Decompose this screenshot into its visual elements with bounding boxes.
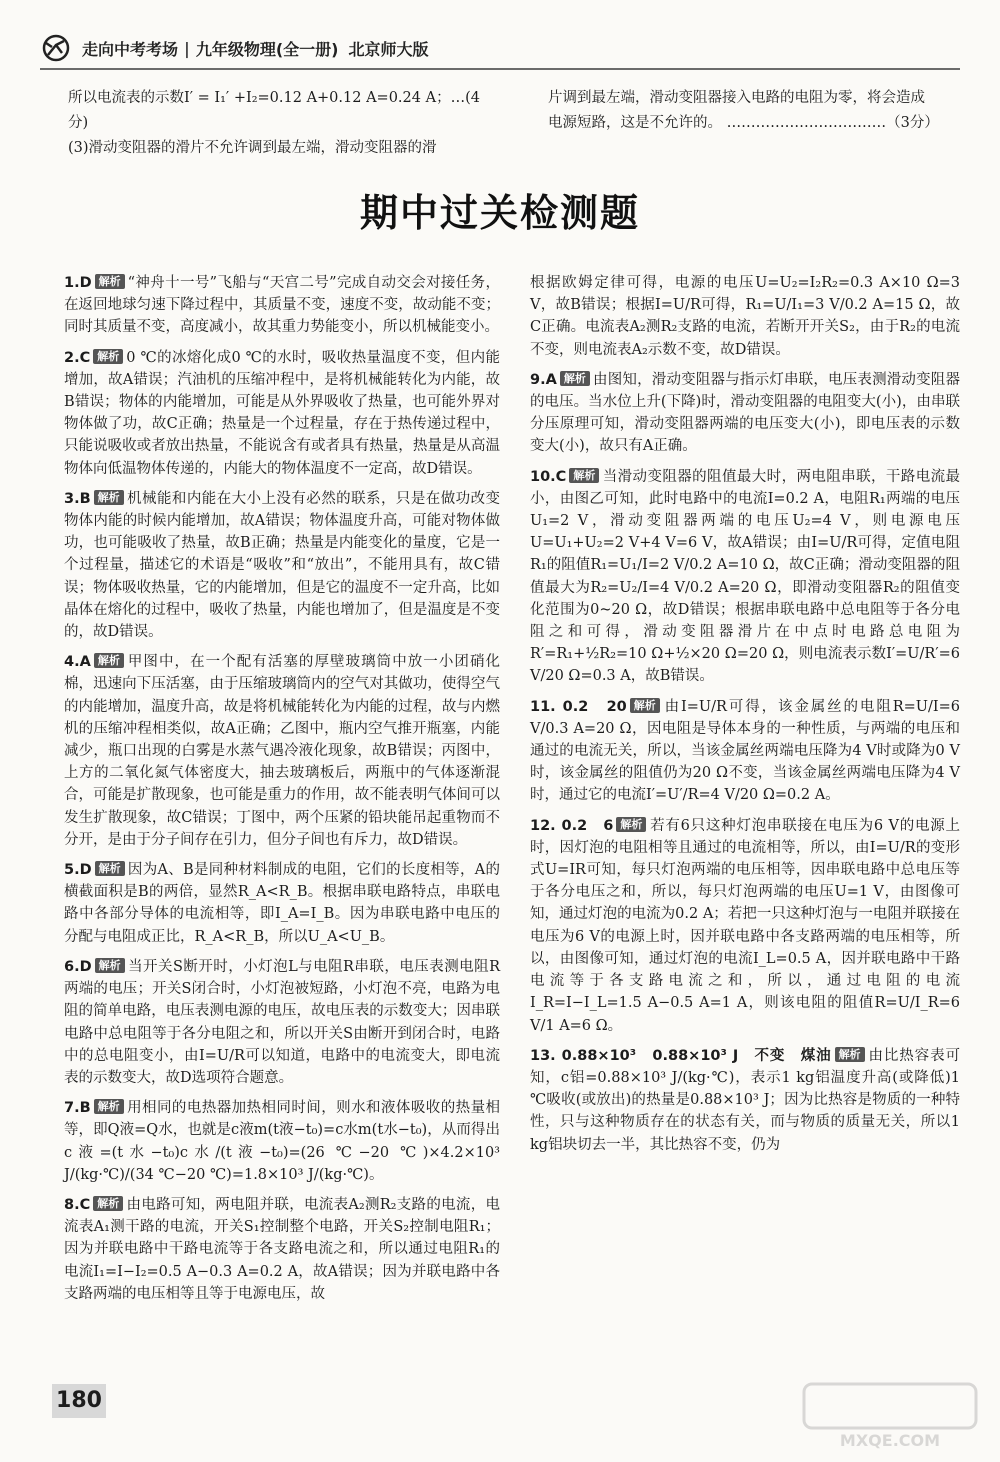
answer-text: 由比热容表可知，c铝=0.88×10³ J/(kg·℃)，表示1 kg铝温度升高(或降低)1 ℃吸收(或放出)的热量是0.88×10³ J；因为比热容是物质的一种特性，只与这种物质存在的状态有关，而与物质的质量无关，所以1 kg铝块切去一半，其比热容不变，仍为: [530, 1047, 960, 1153]
analysis-tag: 解析: [560, 371, 590, 386]
brand-name: 走向中考考场: [82, 39, 179, 59]
answer-item: [64, 1097, 500, 1186]
answer-text: 由I=U/R可得，该金属丝的电阻R=U/I=6 V/0.3 A=20 Ω，因电阻是导体本身的一种性质，与两端的电压和通过的电流无关，所以，当该金属丝两端电压降为4 V时或降为0 V时，该金属丝的阻值仍为20 Ω不变，当该金属丝两端电压降为4 V时，通过它的电流I′=U′/R=4 V/20 Ω=0.2 A。: [530, 698, 960, 804]
analysis-tag: 解析: [835, 1047, 865, 1062]
section-title: 期中过关检测题: [359, 191, 640, 235]
answer-text: 甲图中，在一个配有活塞的厚壁玻璃筒中放一小团硝化棉，迅速向下压活塞，由于压缩玻璃筒内的空气对其做功，使得空气的内能增加，温度升高，故是将机械能转化为内能的过程，故与内燃机的压缩冲程相类似，故A正确；乙图中，瓶内空气推开瓶塞，内能减少，瓶口出现的白雾是水蒸气遇冷液化现象，故B错误；丙图中，上方的二氧化氮气体密度大，抽去玻璃板后，两瓶中的气体逐渐混合，可能是扩散现象，也可能是重力的作用，故不能表明气体间可以发生扩散现象，故C错误；丁图中，两个压紧的铅块能吊起重物而不分开，是由于分子间存在引力，但分子间也有斥力，故D错误。: [64, 654, 500, 848]
answer-text: 由电路可知，两电阻并联，电流表A₂测R₂支路的电流，电流表A₁测干路的电流，开关S₁控制整个电路，开关S₂控制电阻R₁；因为并联电路中干路电流等于各支路电流之和，所以通过电阻R₁的电流I₁=I−I₂=0.5 A−0.3 A=0.2 A，故A错误；因为并联电路中各支路两端的电压相等且等于电源电压，故: [64, 1196, 500, 1302]
analysis-tag: 解析: [94, 653, 124, 668]
answer-number: 9.A: [530, 371, 557, 388]
answer-number: 10.C: [530, 468, 567, 485]
answer-item: [530, 696, 960, 807]
book-edition: 北京师大版: [348, 39, 429, 59]
answer-item: [64, 651, 500, 851]
answer-text: 当滑动变阻器的阻值最大时，两电阻串联，干路电流最小，由图乙可知，此时电路中的电流I=0.2 A，电阻R₁两端的电压U₁=2 V，滑动变阻器两端的电压U₂=4 V，则电源电压U=U₁+U₂=2 V+4 V=6 V，故A错误；由I=U/R可得，定值电阻R₁的阻值R₁=U₁/I=2 V/0.2 A=10 Ω，故C正确；滑动变阻器的阻值最大为R₂=U₂/I=4 V/0.2 A=20 Ω，即滑动变阻器R₂的阻值变化范围为0~20 Ω，故D错误；根据串联电路中总电阻等于各分电阻之和可得，滑动变阻器滑片在中点时电路总电阻为R′=R₁+½R₂=10 Ω+½×20 Ω=20 Ω，则电流表示数I′=U/R′=6 V/20 Ω=0.3 A，故B错误。: [530, 468, 960, 685]
answer-text: 由图知，滑动变阻器与指示灯串联，电压表测滑动变阻器的电压。当水位上升(下降)时，滑动变阻器的电阻变大(小)，由串联分压原理可知，滑动变阻器两端的电压变大(小)，即电压表的示数变大(小)，故只有A正确。: [530, 371, 960, 455]
answer-item: [64, 956, 500, 1089]
previous-answer-left: [68, 86, 500, 161]
answer-item: [530, 466, 960, 688]
answer-number: 3.B: [64, 490, 91, 507]
answer-text: 若有6只这种灯泡串联接在电压为6 V的电源上时，因灯泡的电阻相等且通过的电流相等，所以，由I=U/R的变形式U=IR可知，每只灯泡两端的电压相等，因串联电路中总电压等于各分电压之和，所以，每只灯泡两端的电压U=1 V，由图像可知，通过灯泡的电流为0.2 A；若把一只这种灯泡与一电阻并联接在电压为6 V的电源上时，因并联电路中各支路两端的电压相等，所以，由图像可知，通过灯泡的电流I_L=0.5 A，因并联电路中干路电流等于各支路电流之和，所以，通过电阻的电流I_R=I−I_L=1.5 A−0.5 A=1 A，则该电阻的阻值R=U/I_R=6 V/1 A=6 Ω。: [530, 817, 961, 1034]
text-line: (3)滑动变阻器的滑片不允许调到最左端，滑动变阻器的滑: [68, 140, 437, 156]
text-line: 电源短路，这是不允许的。 ……………………………（3分）: [548, 115, 939, 131]
analysis-tag: 解析: [93, 1196, 123, 1211]
answer-number: 4.A: [64, 654, 91, 671]
answers-right-column: [530, 272, 960, 1164]
answer-item: [530, 369, 960, 458]
answer-text: 根据欧姆定律可得，电源的电压U=U₂=I₂R₂=0.3 A×10 Ω=3 V，故B错误；根据I=U/R可得，R₁=U/I₁=3 V/0.2 A=15 Ω，故C正确。电流表A₂测R₂支路的电流，若断开开关S₂，由于R₂的电流不变，则电流表A₂示数不变，故D错误。: [530, 275, 960, 358]
header-rule: [40, 68, 960, 70]
analysis-tag: 解析: [94, 1099, 124, 1114]
analysis-tag: 解析: [93, 349, 123, 364]
answer-number: 6.D: [64, 958, 92, 975]
text-line: 所以电流表的示数I′ = I₁′ +I₂=0.12 A+0.12 A=0.24 A；…(4分): [68, 90, 480, 131]
answer-item: [64, 1194, 500, 1305]
answers-left-column: [64, 272, 500, 1313]
analysis-tag: 解析: [95, 958, 125, 973]
text-line: 片调到最左端，滑动变阻器接入电路的电阻为零，将会造成: [548, 90, 925, 106]
answer-text: 用相同的电热器加热相同时间，则水和液体吸收的热量相等，即Q液=Q水，也就是c液m(t液−t₀)=c水m(t水−t₀)，从而得出c液=(t水−t₀)c水/(t液−t₀)=(26 ℃−20 ℃)×4.2×10³ J/(kg·℃)/(34 ℃−20 ℃)=1.8×10³ J/(kg·℃)。: [64, 1100, 500, 1183]
answer-text: 因为A、B是同种材料制成的电阻，它们的长度相等，A的横截面积是B的两倍，显然R_A<R_B。根据串联电路特点，串联电路中各部分导体的电流相等，即I_A=I_B。因为串联电路中电压的分配与电阻成正比，R_A<R_B，所以U_A<U_B。: [64, 862, 500, 945]
page-number: 180: [52, 1384, 106, 1418]
answer-text: “神舟十一号”飞船与“天宫二号”完成自动交会对接任务，在返回地球匀速下降过程中，其质量不变，速度不变，故动能不变；同时其质量不变，高度减小，故其重力势能变小，所以机械能变小。: [64, 275, 500, 336]
answer-item: [64, 859, 500, 948]
analysis-tag: 解析: [95, 274, 125, 289]
answer-number: 8.C: [64, 1196, 91, 1213]
answer-item: [530, 1045, 960, 1156]
book-title: 九年级物理(全一册): [195, 39, 339, 59]
answer-item: [530, 815, 960, 1037]
header-separator: |: [184, 38, 190, 58]
analysis-tag: 解析: [94, 490, 124, 505]
answer-text: 机械能和内能在大小上没有必然的联系，只是在做功改变物体内能的时候内能增加，故A错误；物体温度升高，可能对物体做功，也可能吸收了热量，故B正确；热量是内能变化的量度，它是一个过程量，描述它的术语是“吸收”和“放出”，不能用具有，故C错误；物体吸收热量，它的内能增加，但是它的温度不一定升高，比如晶体在熔化的过程中，吸收了热量，内能也增加了，但是温度是不变的，故D错误。: [64, 490, 500, 641]
watermark-text: MXQE.COM: [839, 1431, 941, 1450]
answer-item: [64, 272, 500, 339]
answer-text: 0 ℃的冰熔化成0 ℃的水时，吸收热量温度不变，但内能增加，故A错误；汽油机的压缩冲程中，是将机械能转化为内能，故B错误；物体的内能增加，可能是从外界吸收了热量，也可能外界对物体做了功，故C正确；热量是一个过程量，存在于热传递过程中，只能说吸收或者放出热量，不能说含有或者具有热量，热量是从高温物体向低温物体传递的，内能大的物体温度不一定高，故D错误。: [64, 349, 500, 477]
answer-number: 2.C: [64, 349, 91, 366]
answer-item: [530, 272, 960, 361]
answer-number: 5.D: [64, 862, 92, 879]
answer-number: 12. 0.2 6: [530, 817, 614, 834]
answer-item: [64, 488, 500, 643]
answer-item: [64, 347, 500, 480]
answer-number: 1.D: [64, 275, 92, 291]
analysis-tag: 解析: [630, 698, 660, 713]
watermark-logo-icon: [800, 1380, 980, 1452]
analysis-tag: 解析: [616, 817, 646, 832]
answer-number: 7.B: [64, 1100, 91, 1117]
answer-number: 13. 0.88×10³ 0.88×10³ J 不变 煤油: [530, 1047, 832, 1064]
analysis-tag: 解析: [569, 468, 599, 483]
page-header: [40, 30, 980, 66]
previous-answer-right: [548, 86, 960, 136]
answer-text: 当开关S断开时，小灯泡L与电阻R串联，电压表测电阻R两端的电压；开关S闭合时，小灯泡被短路，小灯泡不亮，电路为电阻的简单电路，电压表测电源的电压，故电压表的示数变大；因串联电路中总电阻等于各分电阻之和，所以开关S由断开到闭合时，电路中的总电阻变小，由I=U/R可以知道，电路中的电流变大，即电流表的示数变大，故D选项符合题意。: [64, 958, 500, 1086]
runner-logo-icon: [40, 33, 76, 63]
analysis-tag: 解析: [95, 861, 125, 876]
answer-number: 11. 0.2 20: [530, 698, 627, 715]
